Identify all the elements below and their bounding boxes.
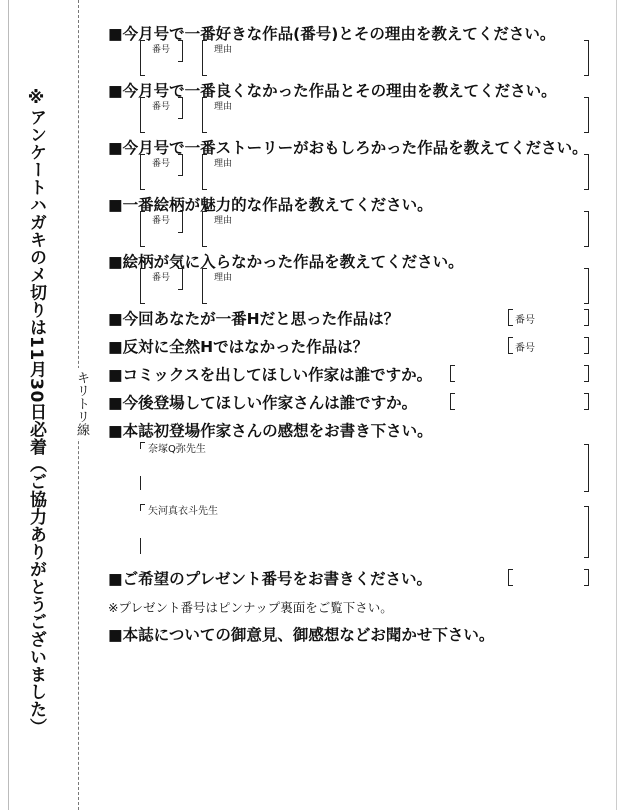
field-left-edge [140, 476, 141, 490]
open-bracket [508, 337, 513, 354]
number-field-close-bracket [178, 268, 183, 290]
field-right-bracket [584, 444, 589, 492]
open-bracket [450, 393, 455, 410]
number-field-open-bracket [140, 268, 145, 304]
question-4: ■一番絵柄が魅力的な作品を教えてください。 [108, 196, 433, 214]
reason-label: 理由 [214, 102, 233, 112]
open-bracket [508, 569, 513, 586]
corner-mark [140, 442, 145, 449]
reason-field-close-bracket [584, 211, 589, 247]
number-field-close-bracket [178, 40, 183, 62]
reason-field-close-bracket [584, 154, 589, 190]
question-10: ■本誌初登場作家さんの感想をお書き下さい。 [108, 422, 433, 440]
open-bracket [450, 365, 455, 382]
number-label: 番号 [152, 45, 171, 55]
question-1: ■今月号で一番好きな作品(番号)とその理由を教えてください。 [108, 25, 556, 43]
question-7: ■反対に全然Hではなかった作品は？ [108, 338, 369, 356]
final-question: ■本誌についての御意見、御感想などお聞かせ下さい。 [108, 626, 495, 644]
reason-label: 理由 [214, 216, 233, 226]
cut-line-label: キリトリ線 [72, 368, 91, 439]
page-left-edge [0, 0, 9, 810]
question-9: ■今後登場してほしい作家さんは誰ですか。 [108, 394, 418, 412]
question-11: ■ご希望のプレゼント番号をお書きください。 [108, 570, 433, 588]
close-bracket [584, 569, 589, 586]
reason-field-close-bracket [584, 97, 589, 133]
question-6: ■今回あなたが一番Hだと思った作品は？ [108, 310, 400, 328]
close-bracket [584, 393, 589, 410]
reason-field-open-bracket [202, 97, 207, 133]
close-bracket [584, 309, 589, 326]
number-field-close-bracket [178, 97, 183, 119]
reason-label: 理由 [214, 159, 233, 169]
deadline-notice: ※アンケートハガキのメ切りは11月30日必着（ご協力ありがとうございました） [26, 88, 46, 736]
field-left-edge [140, 538, 141, 554]
number-field-open-bracket [140, 97, 145, 133]
author-name: 奈塚Q弥先生 [148, 444, 206, 455]
close-bracket [584, 365, 589, 382]
reason-field-close-bracket [584, 40, 589, 76]
close-bracket [584, 337, 589, 354]
reason-field-open-bracket [202, 154, 207, 190]
number-label: 番号 [152, 273, 171, 283]
reason-field-close-bracket [584, 268, 589, 304]
present-note: ※プレゼント番号はピンナップ裏面をご覧下さい。 [108, 600, 393, 615]
number-label: 番号 [515, 315, 535, 326]
number-label: 番号 [152, 159, 171, 169]
reason-label: 理由 [214, 273, 233, 283]
opinion-area[interactable] [108, 648, 588, 798]
number-field-open-bracket [140, 211, 145, 247]
open-bracket [508, 309, 513, 326]
question-5: ■絵柄が気に入らなかった作品を教えてください。 [108, 253, 464, 271]
reason-field-open-bracket [202, 211, 207, 247]
reason-field-open-bracket [202, 268, 207, 304]
question-3: ■今月号で一番ストーリーがおもしろかった作品を教えてください。 [108, 139, 588, 157]
reason-field-open-bracket [202, 40, 207, 76]
reason-label: 理由 [214, 45, 233, 55]
page-right-edge [616, 0, 620, 810]
number-field-open-bracket [140, 154, 145, 190]
number-label: 番号 [515, 343, 535, 354]
question-8: ■コミックスを出してほしい作家は誰ですか。 [108, 366, 433, 384]
question-2: ■今月号で一番良くなかった作品とその理由を教えてください。 [108, 82, 557, 100]
number-field-close-bracket [178, 211, 183, 233]
field-right-bracket [584, 506, 589, 558]
number-field-open-bracket [140, 40, 145, 76]
corner-mark [140, 504, 145, 511]
number-label: 番号 [152, 102, 171, 112]
number-label: 番号 [152, 216, 171, 226]
number-field-close-bracket [178, 154, 183, 176]
author-name: 矢河真衣斗先生 [148, 506, 218, 517]
